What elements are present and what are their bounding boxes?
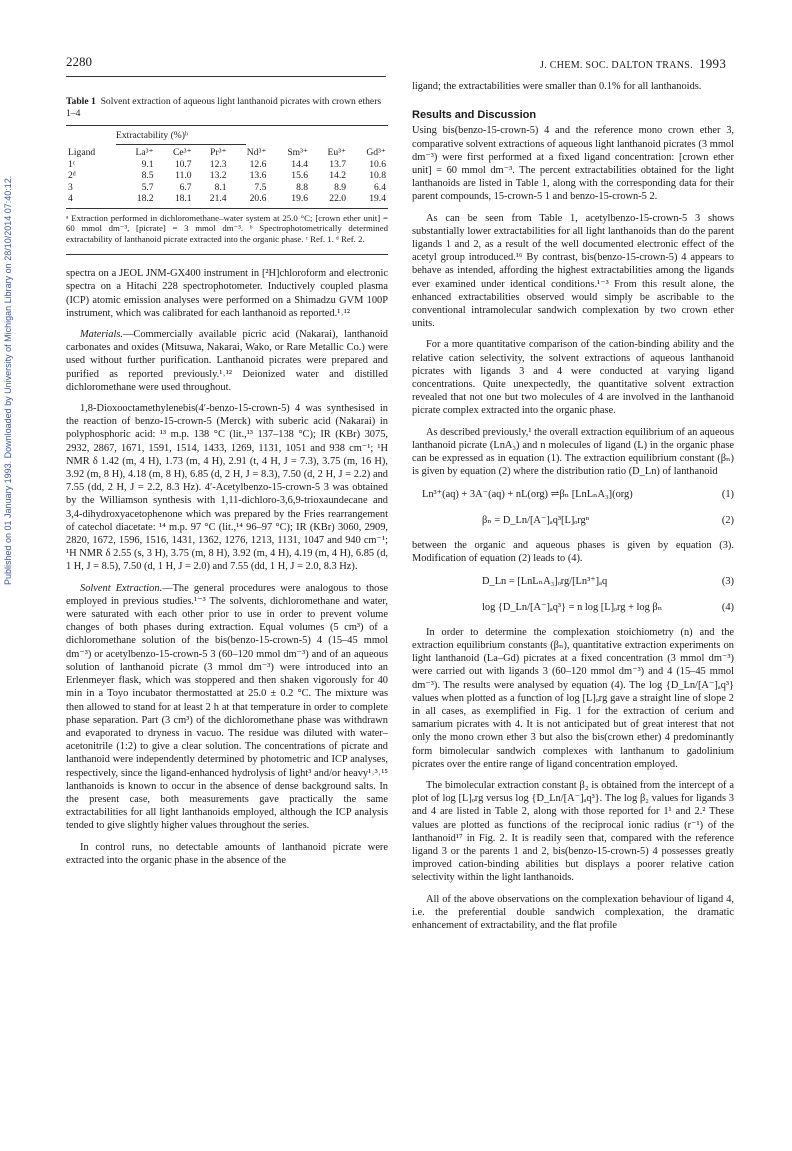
equation-4 (412, 601, 734, 614)
equation-body: log {D_Ln/[A⁻]ₐq³} = n log [L]ₒrg + log βₙ (482, 601, 663, 613)
table-group-header: Extractability (%)ᵇ (116, 130, 188, 141)
value-cell: 10.8 (369, 170, 386, 182)
paragraph (66, 582, 388, 833)
equation-number: (2) (721, 514, 734, 526)
value-cell: 14.2 (329, 170, 347, 182)
table-group-rule (116, 144, 246, 145)
table-top-rule (66, 125, 388, 126)
value-cell: 20.6 (249, 193, 267, 205)
equation-number: (1) (721, 489, 734, 501)
paragraph: Using bis(benzo-15-crown-5) 4 and the reference mono crown ether 3, comparative solvent extractions of aqueous light lanthanoid picrates (3 mmol dm⁻³) were first performed at a fixed ligand concentration: [crown ether unit] = 60 mmol dm⁻³. The percent extractabilities obtained for the light lanthanoids are listed in Table 1, along with the corresponding data for their parent compounds, 15-crown-5 1 and benzo-15-crown-5 2. (412, 125, 734, 203)
table-bottom-rule (66, 208, 388, 209)
table-row (66, 193, 388, 205)
paragraph: 1,8-Dioxooctamethylenebis(4′-benzo-15-crown-5) 4 was synthesised in the reaction of benzo-15-crown-5 (Merck) with suberic acid (Nakarai) in polyphosphoric acid: ¹³ m.p. 138 °C (lit.,¹³ 137–138 °C); IR (KBr) 3075, 2932, 2867, 1671, 1591, 1514, 1433, 1269, 1131, 1051 and 938 cm⁻¹; ¹H NMR δ 1.42 (m, 4 H), 1.73 (m, 4 H), 2.91 (t, 4 H, J = 7.3), 3.75 (m, 16 H), 3.92 (m, 8 H), 4.18 (m, 8 H), 6.85 (d, 2 H, J = 8.3), 7.50 (d, 2 H, J = 2.2) and 7.55 (dd, 2 H, J = 2.2, 8.3 Hz). 4′-Acetylbenzo-15-crown-5 3 was obtained by the Williamson synthesis with 1,11-dichloro-3,6,9-trioxaundecane and 3,4-dihydroxyacetophenone which was prepared by the Fries rearrangement of catechol diacetate: ¹⁴ m.p. 97 °C (lit.,¹⁴ 96–97 °C); IR (KBr) 3060, 2909, 2820, 1672, 1596, 1516, 1431, 1362, 1276, 1213, 1131, 1047 and 940 cm⁻¹; ¹H NMR δ 2.55 (s, 3 H), 3.75 (m, 8 H), 3.92 (m, 4 H), 4.19 (m, 4 H), 6.85 (d, 1 H, J = 8.5), 7.50 (d, 1 H, J = 2.0) and 7.55 (dd, 1 H, J = 2.0, 8.3 Hz). (66, 403, 388, 573)
equation-body: βₙ = D_Ln/[A⁻]ₐq³[L]ₒrgⁿ (482, 514, 590, 526)
value-cell: 13.7 (329, 158, 347, 170)
col-header: Eu³⁺ (327, 147, 347, 159)
col-header: La³⁺ (135, 147, 154, 159)
value-cell: 11.0 (175, 170, 192, 182)
value-cell: 8.8 (296, 181, 309, 193)
table-header-row (66, 147, 388, 159)
paragraph: As described previously,¹ the overall extraction equilibrium of an aqueous lanthanoid picrate (LnA₃) and n molecules of ligand (L) in the organic phase can be expressed as in equation (1). The extraction equilibrium constant (βₙ) is given by equation (2) where the distribution ratio (D_Ln) of lanthanoid (412, 426, 734, 478)
value-cell: 5.7 (141, 181, 154, 193)
value-cell: 19.6 (291, 193, 309, 205)
value-cell: 15.6 (291, 170, 309, 182)
paragraph: between the organic and aqueous phases is given by equation (3). Modification of equation (2) leads to (4). (412, 539, 734, 565)
equation-number: (4) (721, 601, 734, 613)
left-column (66, 96, 388, 875)
value-cell: 13.6 (249, 170, 267, 182)
value-cell: 18.2 (136, 193, 154, 205)
ligand-cell: 3 (68, 181, 73, 193)
col-header: Ce³⁺ (173, 147, 192, 159)
table-footnote (66, 213, 388, 245)
value-cell: 7.5 (254, 181, 267, 193)
download-note: Published on 01 January 1993. Downloaded by University of Michigan Library on 28/10/2014 07:40:12. (3, 175, 13, 585)
right-column (412, 80, 734, 940)
paragraph-text: —Commercially available picric acid (Nakarai), lanthanoid carbonates and oxides (Mitsuwa, Nakarai, Wako, or Rare Metallic Co.) were used without further purification. Lanthanoid picrates were prepared and purified as reported previously.¹˒¹² Deionized water and distilled dichloromethane were used throughout. (66, 329, 388, 393)
equation-2 (412, 514, 734, 527)
value-cell: 14.4 (291, 158, 309, 170)
equation-number: (3) (721, 576, 734, 588)
paragraph: In control runs, no detectable amounts of lanthanoid picrate were extracted into the organic phase in the absence of the (66, 841, 388, 866)
table-row (66, 170, 388, 182)
table-row (66, 159, 388, 171)
paragraph: For a more quantitative comparison of the cation-binding ability and the relative cation selectivity, the solvent extractions of aqueous lanthanoid picrates with ligands 3 and 4 were conducted at varying ligand concentrations. Quite unexpectedly, the quantitative solvent extraction revealed that not one but two molecules of 4 are involved in the lanthanoid picrate complex extracted into the organic phase. (412, 339, 734, 417)
value-cell: 8.1 (214, 181, 227, 193)
journal-year: 1993 (698, 56, 727, 71)
paragraph: ligand; the extractabilities were smaller than 0.1% for all lanthanoids. (412, 81, 702, 92)
value-cell: 19.4 (369, 193, 386, 205)
journal-name: J. CHEM. SOC. DALTON TRANS. (540, 60, 693, 71)
col-header: Sm³⁺ (287, 147, 309, 159)
col-header: Pr³⁺ (210, 147, 227, 159)
run-in-heading: Materials. (80, 329, 124, 341)
value-cell: 8.9 (334, 181, 347, 193)
paragraph: The bimolecular extraction constant β₂ is obtained from the intercept of a plot of log [L]ₒrg versus log {D_Ln/[A⁻]ₐq³}. The log β₂ values for ligands 3 and 4 are listed in Table 2, along with those reported for 1¹ and 2.² These values are plotted as functions of the reciprocal ionic radius (r⁻¹) of the lanthanoid¹⁷ in Fig. 2. It is readily seen that, compared with the reference ligand 3 or the parents 1 and 2, bis(benzo-15-crown-5) 4 possesses greatly improved cation-binding abilities but displays a poorer relative cation selectivity within the light lanthanoids. (412, 779, 734, 884)
table-row (66, 182, 388, 194)
paragraph: spectra on a JEOL JNM-GX400 instrument in [²H]chloroform and electronic spectra on a Hitachi 228 spectrophotometer. Inductively coupled plasma (ICP) atomic emission analyses were performed on a Shimadzu GVM 100P instrument, which was calibrated for each lanthanoid as reported.¹˒¹² (66, 268, 388, 319)
col-header: Gd³⁺ (366, 147, 386, 159)
value-cell: 10.7 (174, 158, 192, 170)
col-header: Ligand (68, 147, 96, 159)
run-in-heading: Solvent Extraction. (80, 582, 163, 594)
paragraph: As can be seen from Table 1, acetylbenzo-15-crown-5 3 shows substantially lower extractabilities for all light lanthanoids than do the parent ligands 1 and 2, as a result of the well documented electronic effect of the acetyl group introduced.¹⁶ By contrast, bis(benzo-15-crown-5) 4 appears to behave as intended, affording the highest extractabilities among the ligands ever examined under identical conditions.¹⁻³ From this result alone, the enhanced extractabilities observed would simply be ascribable to the conventional intramolecular sandwich complexation by two crown ether units. (412, 212, 734, 330)
value-cell: 10.6 (369, 158, 386, 170)
equation-1 (412, 488, 734, 501)
page-number: 2280 (66, 54, 92, 69)
equation-3 (412, 575, 734, 588)
col-header: Nd³⁺ (246, 147, 267, 159)
paragraph (66, 328, 388, 394)
value-cell: 22.0 (329, 193, 347, 205)
section-heading: Results and Discussion (412, 109, 537, 122)
table-footnote-text: ᵃ Extraction performed in dichloromethane–water system at 25.0 °C; [crown ether unit] = 60 mmol dm⁻³, [picrate] = 3 mmol dm⁻³. ᵇ Spectrophotometrically determined extractability of lanthanoid picrate extracted into the organic phase. ᶜ Ref. 1. ᵈ Ref. 2. (66, 212, 388, 244)
ligand-cell: 2ᵈ (68, 170, 76, 182)
paragraph: In order to determine the complexation stoichiometry (n) and the extraction equilibrium constants (βₙ), quantitative extraction experiments on light lanthanoid (La–Gd) picrates at a fixed concentration (3 mmol dm⁻³) were carried out with ligands 3 (60–120 mmol dm⁻³) and 4 (15–45 mmol dm⁻³). The results were analysed by equation (4). The log {D_Ln/[A⁻]ₐq³} values when plotted as a function of log [L]ₒrg gave a straight line of slope 2 in all cases, as exemplified in Fig. 1 for the extraction of cerium and samarium picrates with 4. It is not anticipated but of great interest that not only the mono crown ether 3 but also the bis(crown ether) 4 predominantly form bimolecular sandwich complexes with lanthanum to gadolinium picrates over the entire range of ligand concentration employed. (412, 626, 734, 770)
value-cell: 6.7 (179, 181, 192, 193)
extraction-table (66, 147, 388, 205)
value-cell: 21.4 (209, 193, 227, 205)
equation-body: Ln³⁺(aq) + 3A⁻(aq) + nL(org) ⇌βₙ [LnLₙA₃](org) (422, 489, 633, 501)
header-rule (66, 76, 386, 77)
ligand-cell: 4 (68, 193, 73, 205)
running-head (540, 56, 726, 72)
table-label: Table 1 (66, 96, 96, 107)
value-cell: 12.6 (249, 158, 267, 170)
value-cell: 9.1 (141, 158, 154, 170)
download-sidebar (0, 0, 20, 1151)
value-cell: 13.2 (209, 170, 227, 182)
table-caption (66, 96, 388, 120)
value-cell: 6.4 (374, 181, 386, 193)
paragraph-text: —The general procedures were analogous to those employed in previous studies.¹⁻³ The solvents, dichloromethane and water, were saturated with each other prior to use in order to prevent volume changes of both phases during extraction. Equal volumes (5 cm³) of a dichloromethane solution of the bis(benzo-15-crown-5) 4 (15–45 mmol dm⁻³) or acetylbenzo-15-crown-5 3 (60–120 mmol dm⁻³) and of an aqueous solution of lanthanoid picrate (3 mmol dm⁻³) were introduced into an Erlenmeyer flask, which was stoppered and then shaken vigorously for 40 min in a Toyo incubator thermostatted at 25.0 ± 0.2 °C. The mixture was then allowed to stand for at least 2 h at that temperature in order to complete phase separation. Part (3 cm³) of the dichloromethane phase was withdrawn and evaporated to dryness in vacuo. The residue was diluted with water–acetonitrile (1:2) to give a clear solution. The concentrations of picrate and lanthanoid were independently determined by photometric and ICP analyses, respectively, since the ligand-enhanced hydrolysis of light³ and/or heavy¹˒³˒¹⁵ lanthanoids is known to occur in the absence of dense background salts. In the present case, both measurements gave practically the same extractabilities for all light lanthanoids employed, although the ICP analysis tended to give slightly higher values throughout the series. (66, 582, 389, 832)
value-cell: 8.5 (141, 170, 154, 182)
equation-body: D_Ln = [LnLₙA₃]ₒrg/[Ln³⁺]ₐq (482, 576, 608, 588)
ligand-cell: 1ᶜ (68, 158, 76, 170)
value-cell: 12.3 (209, 158, 227, 170)
paragraph: All of the above observations on the complexation behaviour of ligand 4, i.e. the preferential double sandwich complexation, the dramatic enhancement of extractability, and the flat profile (412, 893, 734, 931)
table-end-rule (66, 254, 388, 255)
table-caption-text: Solvent extraction of aqueous light lanthanoid picrates with crown ethers 1–4 (66, 96, 382, 119)
value-cell: 18.1 (174, 193, 192, 205)
